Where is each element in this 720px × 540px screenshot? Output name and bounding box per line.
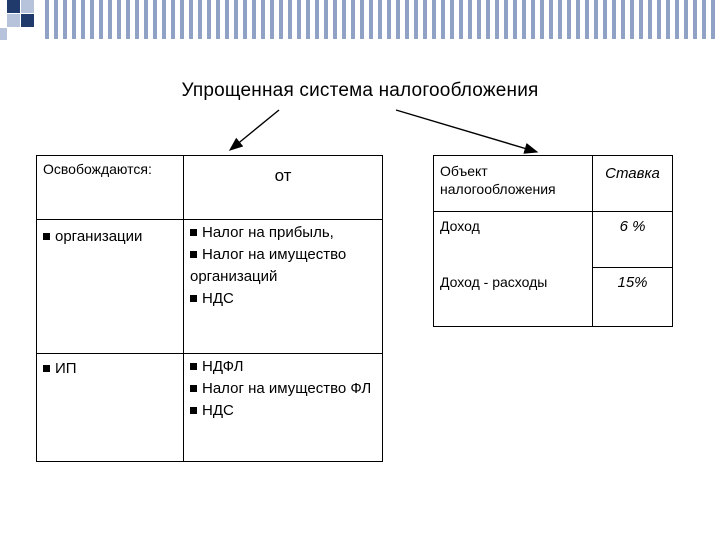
rate-cell-income (593, 212, 673, 268)
bullet-square-icon (43, 365, 50, 372)
entity-cell-ip (37, 354, 184, 462)
arrow-to-exemptions (230, 110, 279, 150)
tax-rates-table (433, 155, 673, 327)
bullet-square-icon (190, 385, 197, 392)
arrow-to-rates (396, 110, 537, 152)
bullet-square-icon (190, 251, 197, 258)
list-item: НДС (190, 400, 376, 422)
bullet-square-icon (190, 407, 197, 414)
list-item: НДС (190, 288, 376, 310)
taxes-cell-ip (184, 354, 383, 462)
object-header-label: Объект налогообложения (440, 163, 556, 197)
exempt-header-label: Освобождаются: (43, 161, 152, 177)
from-header-label: от (274, 166, 292, 185)
slide-title: Упрощенная система налогообложения (181, 80, 539, 101)
object-cell-income (434, 212, 593, 268)
rate-cell-income-expenses (593, 268, 673, 327)
entity-cell-organizations (37, 220, 184, 354)
list-item: ИП (43, 358, 177, 380)
list-item: НДФЛ (190, 356, 376, 378)
exempt-header-cell (37, 156, 184, 220)
exemptions-table (36, 155, 383, 462)
header-stripe-pattern (40, 0, 720, 39)
rate-header-cell (593, 156, 673, 212)
list-item: Налог на прибыль, (190, 222, 376, 244)
object-income-label: Доход (440, 218, 480, 234)
rate-header-label: Ставка (605, 165, 660, 182)
bullet-square-icon (190, 229, 197, 236)
rate-income-value: 6 % (619, 218, 646, 235)
rate-income-expenses-value: 15% (617, 274, 648, 291)
from-header-cell (184, 156, 383, 220)
list-item: Налог на имущество организаций (190, 246, 347, 285)
corner-squares-decoration (0, 0, 34, 40)
bullet-square-icon (190, 363, 197, 370)
list-item: организации (43, 226, 177, 248)
object-header-cell (434, 156, 593, 212)
taxes-cell-organizations (184, 220, 383, 354)
object-income-expenses-label: Доход - расходы (440, 273, 548, 290)
bullet-square-icon (43, 233, 50, 240)
object-cell-income-expenses (434, 268, 593, 327)
list-item: Налог на имущество ФЛ (190, 378, 376, 400)
bullet-square-icon (190, 295, 197, 302)
